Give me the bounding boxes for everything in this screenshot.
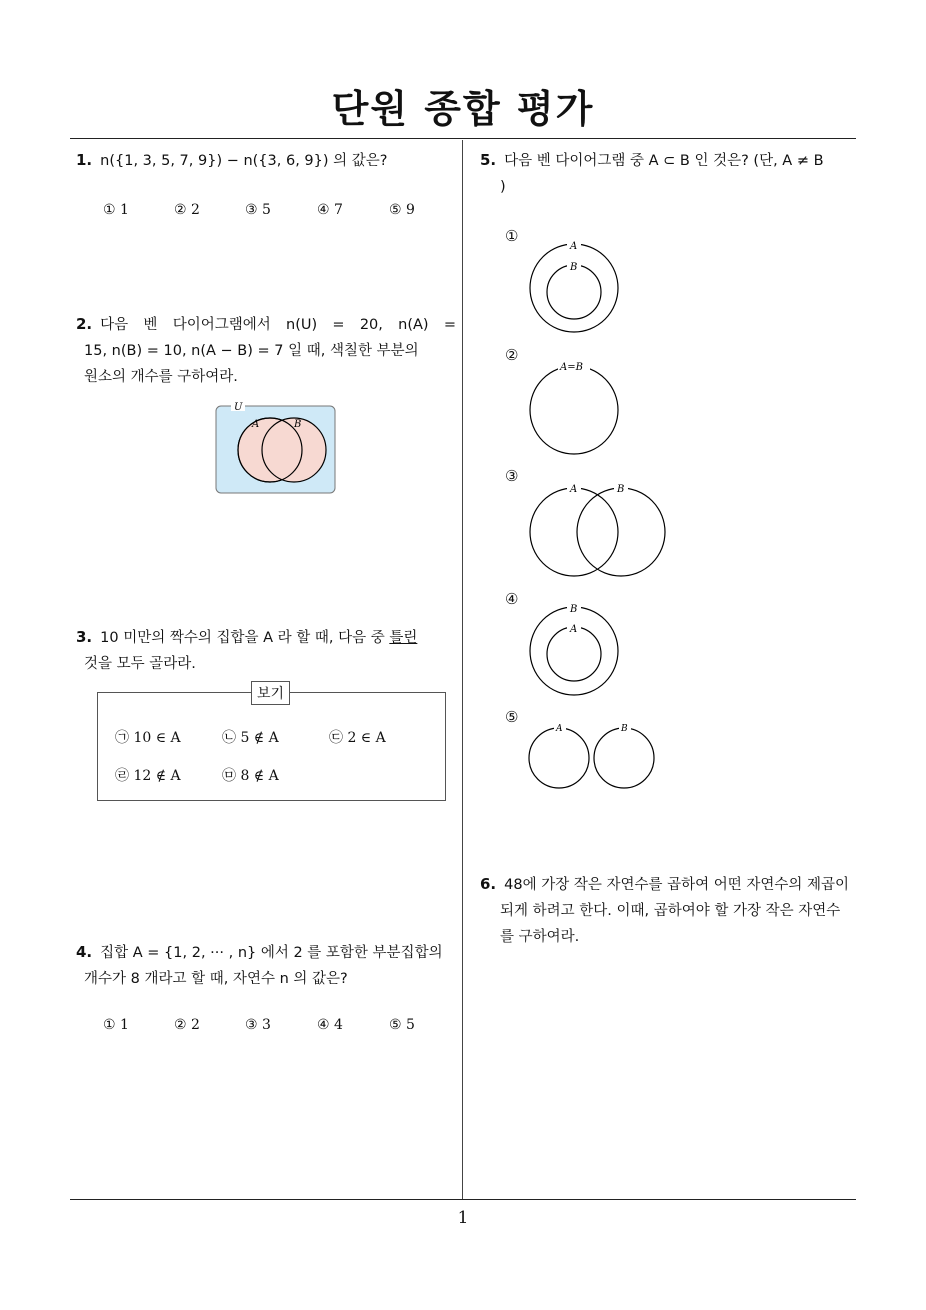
question-5 [480,147,860,200]
question-text-line1: 다음 벤 다이어그램에서 n(U) = 20, n(A) = [100,317,456,333]
option-1-diagram[interactable] [520,235,630,335]
question-4 [76,939,456,992]
choice-2[interactable]: ② 2 [174,202,200,218]
inner-circle [547,265,601,319]
set-a-circle [530,488,618,576]
set-label: B [570,604,578,615]
question-text-line1: 집합 A = {1, 2, ··· , n} 에서 2 를 포함한 부분집합의 [100,945,443,961]
outer-circle [530,607,618,695]
choice-1[interactable]: ① 1 [103,202,129,218]
choice-1[interactable]: ① 1 [103,1017,129,1033]
bogi-item[interactable]: ㉣ 12 ∉ A [115,768,181,784]
question-text-line1: 10 미만의 짝수의 집합을 A 라 할 때, 다음 중 [100,630,390,646]
option-marker-5[interactable]: ⑤ [505,708,519,726]
set-label: B [570,262,578,273]
column-divider [462,140,463,1200]
question-text-line2: 개수가 8 개라고 할 때, 자연수 n 의 값은? [84,971,348,987]
set-label: A=B [560,362,583,373]
question-text-line1: 48에 가장 작은 자연수를 곱하여 어떤 자연수의 제곱이 [504,877,850,893]
page-number: 1 [457,1208,469,1228]
option-marker-4[interactable]: ④ [505,590,519,608]
question-text-line2: 되게 하려고 한다. 이때, 곱하여야 할 가장 작은 자연수 [500,903,841,919]
question-number: 4. [76,943,93,961]
option-2-diagram[interactable] [520,358,630,458]
inner-circle [547,627,601,681]
universe-label: U [234,402,243,413]
choice-2[interactable]: ② 2 [174,1017,200,1033]
set-a-circle [529,728,589,788]
option-marker-2[interactable]: ② [505,346,519,364]
question-text-line1: 다음 벤 다이어그램 중 A ⊂ B 인 것은? (단, A ≠ B [504,153,824,169]
question-text-line2: 15, n(B) = 10, n(A − B) = 7 일 때, 색칠한 부분의 [84,343,419,359]
question-text-line3: 를 구하여라. [500,929,580,945]
top-rule [70,138,856,139]
circle [530,366,618,454]
question-3 [76,624,456,677]
set-label: A [570,624,578,635]
bogi-label: 보기 [251,681,290,705]
choice-3[interactable]: ③ 5 [245,202,271,218]
set-label: B [617,484,625,495]
question-number: 3. [76,628,93,646]
set-b-circle [577,488,665,576]
set-label: B [621,724,628,734]
question-text-line2: ) [500,179,506,195]
set-b-label: B [294,419,302,430]
option-marker-1[interactable]: ① [505,227,519,245]
page-title: 단원 종합 평가 [331,87,595,131]
choice-4[interactable]: ④ 7 [317,202,343,218]
question-2 [76,311,456,390]
option-5-diagram[interactable] [520,720,665,792]
option-4-diagram[interactable] [520,602,630,698]
choice-3[interactable]: ③ 3 [245,1017,271,1033]
question-number: 1. [76,151,93,169]
question-number: 2. [76,315,93,333]
question-number: 6. [480,875,497,893]
bottom-rule [70,1199,856,1200]
question-1 [76,147,456,174]
set-label: A [556,724,563,734]
bogi-item[interactable]: ㉢ 2 ∈ A [329,730,386,746]
option-marker-3[interactable]: ③ [505,467,519,485]
set-a-label: A [252,419,260,430]
question-6 [480,871,860,950]
question-text-line3: 원소의 개수를 구하여라. [84,369,238,385]
choice-4[interactable]: ④ 4 [317,1017,343,1033]
bogi-item[interactable]: ㉡ 5 ∉ A [222,730,279,746]
bogi-item[interactable]: ㉠ 10 ∈ A [115,730,181,746]
set-label: A [570,241,578,252]
question-text-line2: 것을 모두 골라라. [84,656,196,672]
set-b-circle [594,728,654,788]
bogi-item[interactable]: ㉤ 8 ∉ A [222,768,279,784]
underlined-word: 틀린 [389,630,418,646]
option-3-diagram[interactable] [520,478,670,580]
question-text: n({1, 3, 5, 7, 9}) − n({3, 6, 9}) 의 값은? [100,153,388,169]
choice-5[interactable]: ⑤ 9 [389,202,415,218]
set-label: A [570,484,578,495]
question-number: 5. [480,151,497,169]
q2-venn-diagram [214,400,338,496]
choice-5[interactable]: ⑤ 5 [389,1017,415,1033]
